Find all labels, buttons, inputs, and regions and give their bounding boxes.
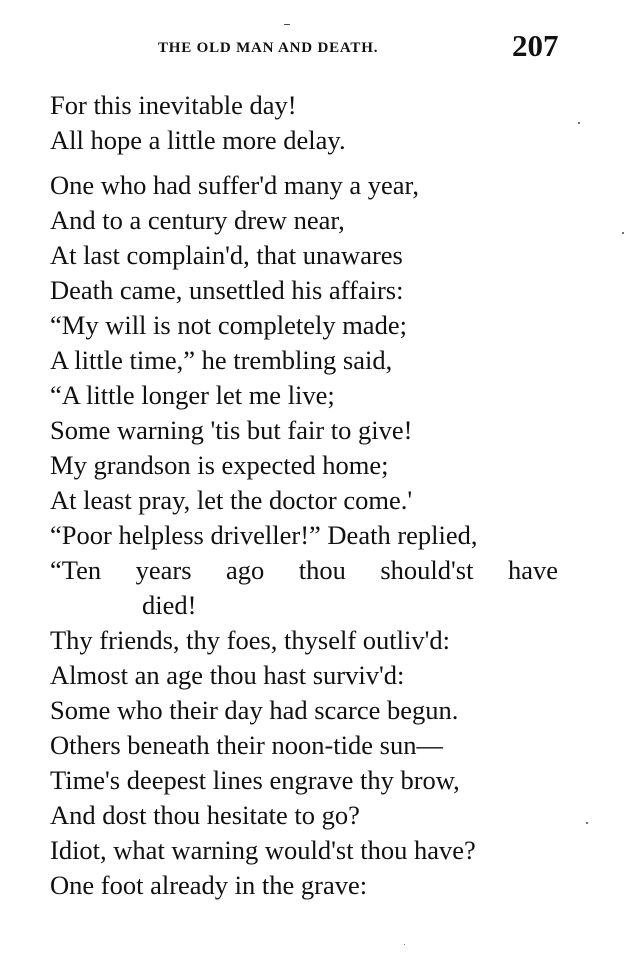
verse-line: “A little longer let me live;: [50, 380, 335, 410]
verse-line: Some warning 'tis but fair to give!: [50, 415, 413, 445]
print-speck: [578, 122, 580, 124]
poem-text: [50, 88, 610, 903]
verse-line: All hope a little more delay.: [50, 125, 346, 155]
print-speck: [622, 232, 624, 234]
print-speck: [284, 24, 290, 25]
verse-line-continuation: died!: [142, 590, 197, 620]
verse-line: Death came, unsettled his affairs:: [50, 275, 404, 305]
page-header: [0, 28, 632, 68]
print-speck: [404, 944, 405, 945]
running-head: THE OLD MAN AND DEATH.: [158, 40, 379, 56]
verse-line: At last complain'd, that unawares: [50, 240, 403, 270]
verse-line: Almost an age thou hast surviv'd:: [50, 660, 405, 690]
verse-line: Thy friends, thy foes, thyself outliv'd:: [50, 625, 451, 655]
verse-line: Idiot, what warning would'st thou have?: [50, 835, 476, 865]
verse-line: “Ten years ago thou should'st have: [50, 555, 558, 585]
verse-line: “Poor helpless driveller!” Death replied,: [50, 520, 478, 550]
verse-line: And dost thou hesitate to go?: [50, 800, 360, 830]
page-number: 207: [512, 28, 559, 63]
verse-line: At least pray, let the doctor come.': [50, 485, 413, 515]
verse-line: And to a century drew near,: [50, 205, 345, 235]
verse-line: My grandson is expected home;: [50, 450, 389, 480]
verse-line: “My will is not completely made;: [50, 310, 407, 340]
stanza-1: [50, 88, 610, 158]
verse-line: Some who their day had scarce begun.: [50, 695, 459, 725]
verse-line: One who had suffer'd many a year,: [50, 170, 419, 200]
verse-line: One foot already in the grave:: [50, 870, 368, 900]
verse-line: For this inevitable day!: [50, 90, 297, 120]
stanza-2: [50, 168, 610, 903]
print-speck: [586, 822, 588, 824]
verse-line: A little time,” he trembling said,: [50, 345, 393, 375]
verse-line: Others beneath their noon-tide sun—: [50, 730, 443, 760]
verse-line: Time's deepest lines engrave thy brow,: [50, 765, 460, 795]
